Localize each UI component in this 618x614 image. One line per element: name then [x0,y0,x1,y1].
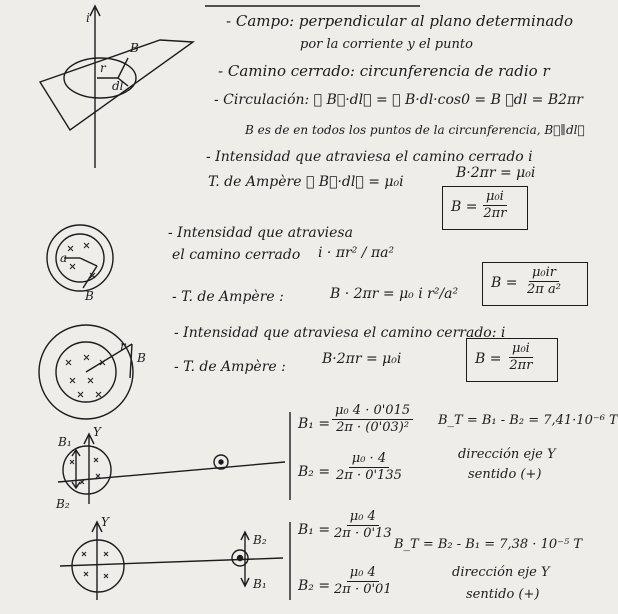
figure-5-axes [60,522,283,600]
label-B1-fig5: B₁ [253,577,267,591]
label-B1-fig4: B₁ [58,435,72,449]
circulacion-text: - Circulación: ∮ B⃗·dl⃗ = ∮ B·dl·cos0 = B ∮dl = B2πr [214,92,583,108]
ampere-1b-text: B·2πr = μ₀i [456,165,536,181]
figure-3-ring [39,325,133,419]
result-1-den: 2πr [483,206,507,222]
label-B-fig1: B [130,41,139,55]
result-3-den: 2πr [509,358,533,374]
label-B2-fig5: B₂ [253,533,267,547]
ampere-3-eq: B·2πr = μ₀i [322,351,402,367]
i-expr-text: i · πr² / πa² [318,245,395,261]
result-box-3 [466,338,558,382]
nota-text: B es de en todos los puntos de la circunferencia, B⃗∥dl⃗ [245,123,585,137]
camino-text: - Camino cerrado: circunferencia de radio r [218,62,550,80]
result-3-lhs: B = [475,351,502,367]
s4-dir-1: dirección eje Y [458,447,556,462]
s4-b1-frac [332,404,413,436]
s4-bt: B_T = B₁ - B₂ = 7,41·10⁻⁶ T [438,413,618,428]
intensidad-2-cont-text: el camino cerrado [172,247,301,263]
s5-dir-2: sentido (+) [466,587,540,602]
s4-b1-den: 2π · (0'03)² [336,420,410,436]
result-2-num: μ₀ir [529,266,559,282]
intensidad-1-text: - Intensidad que atraviesa el camino cerrado i [206,149,533,165]
s4-b1-num: μ₀ 4 · 0'015 [332,404,413,420]
s5-b1-lhs: B₁ = [298,522,331,538]
label-B-fig2: B [85,289,94,303]
s4-b2-num: μ₀ · 4 [349,452,389,468]
s5-b2-lhs: B₂ = [298,578,331,594]
s4-dir-2: sentido (+) [468,467,542,482]
label-r-fig1: r [100,61,106,75]
label-a-fig2: a [60,251,68,265]
s5-b1-num: μ₀ 4 [347,510,379,526]
result-box-2 [482,262,588,306]
label-B2-fig4: B₂ [56,497,70,511]
figure-4-axes [58,434,285,504]
ampere-2-text: - T. de Ampère : [172,289,284,305]
intensidad-3-text: - Intensidad que atraviesa el camino cerrado: i [174,325,506,341]
ampere-3-text: - T. de Ampère : [174,359,286,375]
label-Y-fig4: Y [93,425,101,439]
result-1-frac [483,190,507,222]
s5-bt: B_T = B₂ - B₁ = 7,38 · 10⁻⁵ T [394,537,582,552]
result-1-lhs: B = [451,199,478,215]
result-3-num: μ₀i [509,342,533,358]
s5-b1-frac [334,510,392,542]
label-Y-fig5: Y [101,515,109,529]
ampere-2-eq: B · 2πr = μ₀ i r²/a² [330,286,459,302]
result-1-num: μ₀i [483,190,507,206]
result-3-frac [509,342,533,374]
label-i: i [86,11,90,25]
label-B-fig3: B [137,351,146,365]
s5-b2-den: 2π · 0'01 [334,582,392,598]
s4-b2-frac [336,452,402,484]
ampere-1-text: T. de Ampère ∮ B⃗·dl⃗ = μ₀i [208,174,404,190]
result-2-lhs: B = [491,275,518,291]
figure-2-disc [47,225,113,291]
campo-text: - Campo: perpendicular al plano determinado [226,12,573,30]
s4-b2-den: 2π · 0'135 [336,468,402,484]
campo-cont-text: por la corriente y el punto [300,37,473,52]
intensidad-2-text: - Intensidad que atraviesa [168,225,353,241]
s4-b1-lhs: B₁ = [298,416,331,432]
s5-b2-num: μ₀ 4 [347,566,379,582]
label-dl: dl [112,79,124,93]
s5-dir-1: dirección eje Y [452,565,550,580]
label-r-fig3: r [120,339,126,353]
result-2-frac [527,266,561,298]
result-box-1 [442,186,528,230]
s4-b2-lhs: B₂ = [298,464,331,480]
s5-b1-den: 2π · 0'13 [334,526,392,542]
result-2-den: 2π a² [527,282,561,298]
s5-b2-frac [334,566,392,598]
